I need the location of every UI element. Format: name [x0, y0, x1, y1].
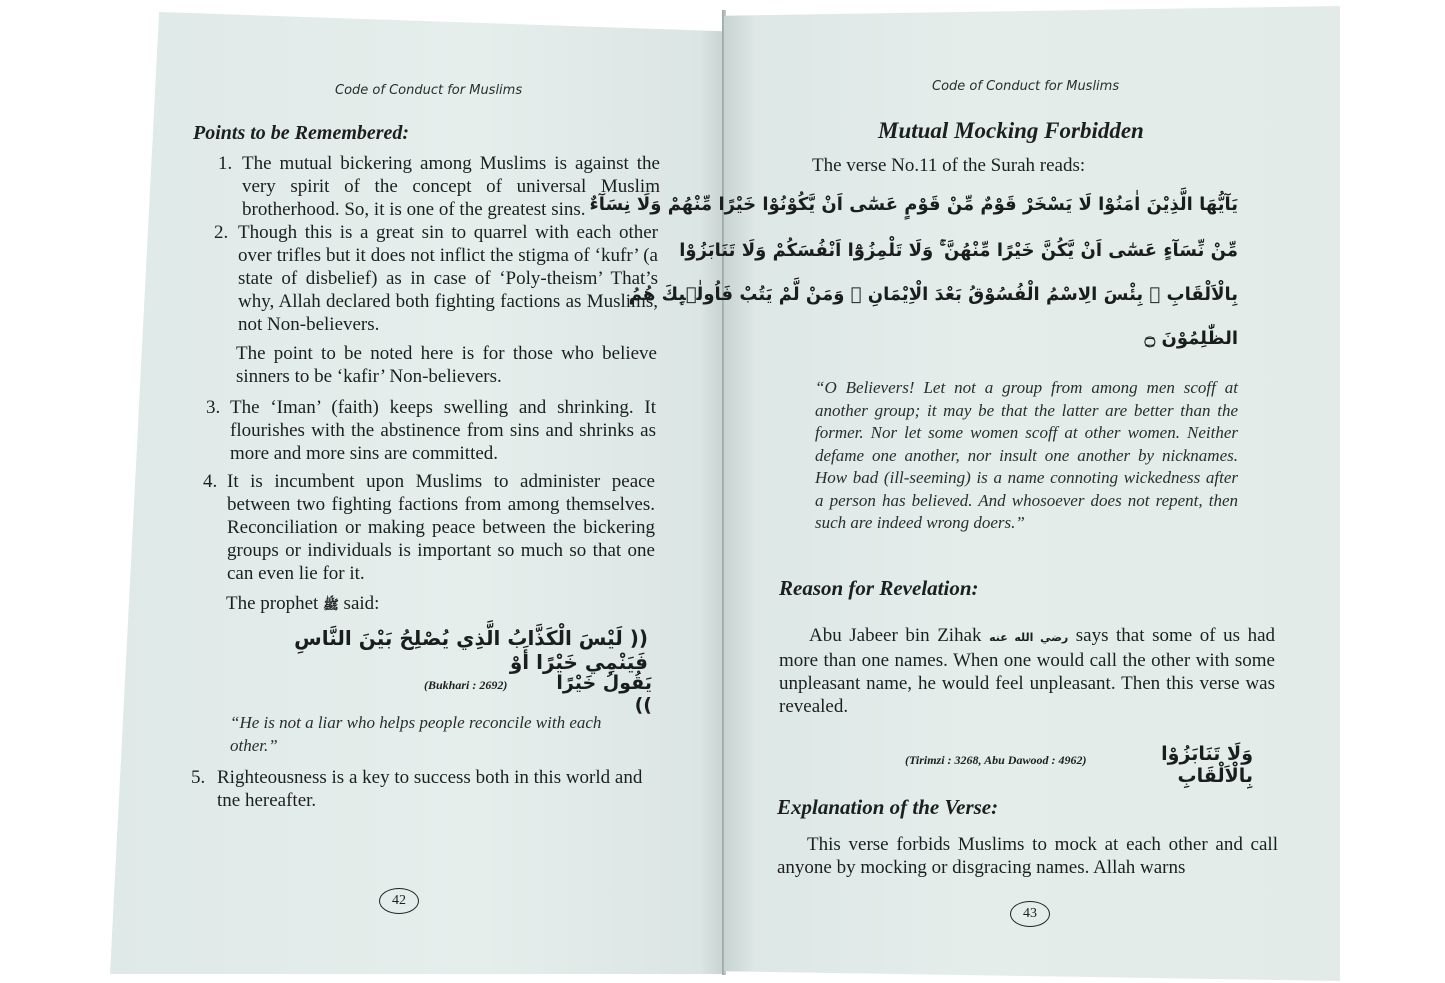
- prophet-said-line: [226, 592, 526, 617]
- explanation-heading: Explanation of the Verse:: [777, 795, 999, 819]
- verse-intro: The verse No.11 of the Surah reads:: [812, 155, 1086, 176]
- explanation-paragraph: This verse forbids Muslims to mock at each other and call anyone by mocking or disgracing names. Allah warns: [777, 834, 1278, 878]
- revelation-post: says that some of us had more than one names. When one would call the other with some unpleasant name, he would feel unpleasant. Then this verse was revealed.: [779, 625, 1276, 717]
- verse-translation: “O Believers! Let not a group from among men scoff at another group; it may be that the latter are better than the former. Nor let some women scoff at other women. Neither defame one another, nor insult one another by nicknames. How bad (ill-seeming) is a name connoting wickedness after a person has believed. And whosoever does not repent, then such are indeed wrong doers.”: [815, 378, 1238, 532]
- verse-arabic-line-2: مِّنْ نِّسَآءٍ عَسٰٓى اَنْ يَّكُنَّ خَيْرًا مِّنْهُنَّ ۚ وَلَا تَلْمِزُوْٓا اَنْفُسَكُمْ وَلَا تَنَابَزُوْا: [679, 240, 1238, 261]
- right-page-number: 43: [1010, 901, 1050, 927]
- list-text: The ‘Iman’ (faith) keeps swelling and shrinking. It flourishes with the abstinence from sins and shrinks as more and more sins are committed.: [230, 397, 656, 464]
- citation-line: [905, 743, 1253, 787]
- revelation-pre: Abu Jabeer bin Zihak: [809, 625, 982, 646]
- prophet-text: The prophet: [226, 593, 319, 614]
- list-text: Righteousness is a key to success both in this world and tne hereafter.: [217, 767, 643, 811]
- left-section-heading: Points to be Remembered:: [193, 122, 410, 144]
- hadith-arabic-line-1: (( لَيْسَ الْكَذَّابُ الَّذِي يُصْلِحُ بَيْنَ النَّاسِ فَيَنْمِي خَيْرًا أَوْ: [294, 626, 648, 674]
- citation-text: (Tirimzi : 3268, Abu Dawood : 4962): [905, 753, 1087, 767]
- list-text: Though this is a great sin to quarrel with each other over trifles but it does not inflict the stigma of ‘kufr’ (a state of disbelief) as in case of ‘Poly-theism’ That’s why, Allah declared both fighting factions as Muslims, not Non-believers.: [238, 222, 658, 335]
- list-text: The mutual bickering among Muslims is against the very spirit of the concept of universal Muslim brotherhood. So, it is one of the greatest sins.: [242, 153, 660, 220]
- list-number: 2.: [214, 222, 229, 243]
- citation-arabic: وَلَا تَنَابَزُوْا بِالْاَلْقَابِ: [1161, 743, 1253, 787]
- revelation-honorific: رضي الله عنه: [989, 631, 1069, 644]
- hadith-citation: (Bukhari : 2692): [424, 678, 508, 692]
- hadith-arabic-text: يَقُولُ خَيْرًا )): [556, 672, 652, 716]
- said-text: said:: [343, 593, 380, 614]
- left-page-number: 42: [379, 888, 419, 914]
- hadith-translation: “He is not a liar who helps people reconcile with each other.”: [230, 713, 602, 755]
- note-paragraph: The point to be noted here is for those who believe sinners to be ‘kafir’ Non-believers.: [236, 343, 657, 387]
- chapter-title: Mutual Mocking Forbidden: [878, 118, 1144, 143]
- revelation-heading: Reason for Revelation:: [779, 576, 979, 600]
- list-number: 5.: [191, 767, 206, 788]
- list-text: It is incumbent upon Muslims to administer peace between two fighting factions from among themselves. Reconciliation or making peace between the bickering groups or individuals is important so much so that one can even lie for it.: [227, 471, 655, 584]
- verse-arabic-line-4: الظّٰلِمُوْنَ ۝: [1144, 328, 1238, 349]
- list-number: 3.: [206, 397, 221, 418]
- left-running-head: Code of Conduct for Muslims: [335, 83, 523, 98]
- list-number: 4.: [203, 471, 218, 492]
- hadith-arabic-line-2: [424, 672, 652, 716]
- verse-arabic-line-3: بِالْاَلْقَابِ ۭ بِئْسَ الِاسْمُ الْفُسُوْقُ بَعْدَ الْاِيْمَانِ ۚ وَمَنْ لَّمْ يَتُبْ فَاُولٰۗىِٕكَ هُمُ: [628, 284, 1238, 305]
- verse-arabic-line-1: يَآيُّهَا الَّذِيْنَ اٰمَنُوْا لَا يَسْخَرْ قَوْمٌ مِّنْ قَوْمٍ عَسٰٓى اَنْ يَّكُوْنُوْا خَيْرًا مِّنْهُمْ وَلَا نِسَآءٌ: [589, 194, 1238, 215]
- right-running-head: Code of Conduct for Muslims: [932, 79, 1120, 94]
- list-number: 1.: [218, 153, 233, 174]
- honorific-glyph: ﷺ: [323, 598, 339, 613]
- revelation-paragraph: [779, 624, 1275, 718]
